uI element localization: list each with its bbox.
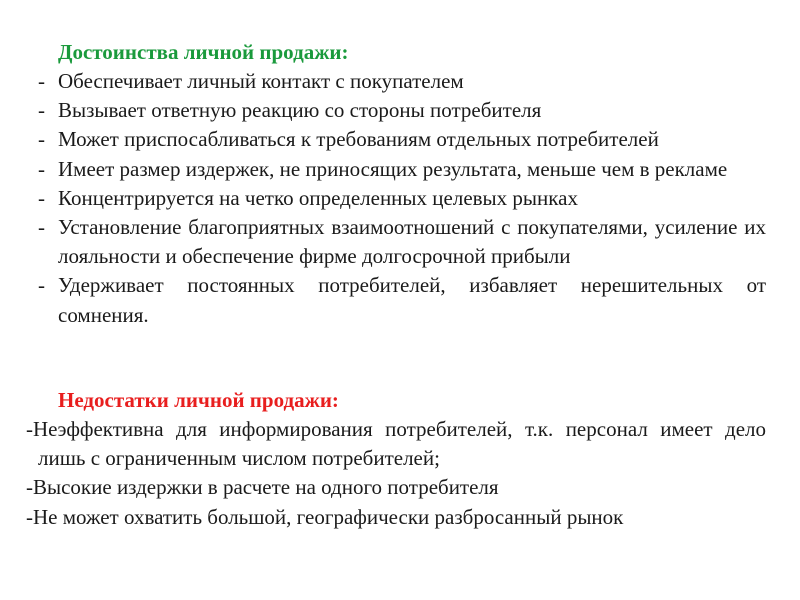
advantage-text: Вызывает ответную реакцию со стороны потребителя <box>58 98 542 123</box>
disadvantage-text: Не может охватить большой, географически разбросанный рынок <box>33 504 624 529</box>
bullet-dash: - <box>26 417 33 441</box>
bullet-dash: - <box>38 215 45 240</box>
advantage-item <box>28 155 766 184</box>
advantages-heading: Достоинства личной продажи: <box>58 40 349 64</box>
bullet-dash: - <box>26 475 33 500</box>
disadvantages-heading: Недостатки личной продажи: <box>58 388 339 412</box>
bullet-dash: - <box>38 98 45 123</box>
bullet-dash: - <box>26 504 33 529</box>
advantage-item <box>28 67 766 96</box>
advantage-item <box>28 271 766 329</box>
disadvantage-text: Высокие издержки в расчете на одного потребителя <box>33 475 499 500</box>
advantage-item <box>28 125 766 154</box>
bullet-dash: - <box>38 273 45 298</box>
disadvantage-text: Неэффективна для информирования потребителей, т.к. персонал имеет дело лишь с ограниченным числом потребителей; <box>33 417 766 471</box>
advantage-item <box>28 213 766 271</box>
bullet-dash: - <box>38 69 45 93</box>
advantage-text: Установление благоприятных взаимоотношений с покупателями, усиление их лояльности и обеспечение фирме долгосрочной прибыли <box>58 215 766 269</box>
advantage-text: Обеспечивает личный контакт с покупателем <box>58 69 464 93</box>
bullet-dash: - <box>38 185 45 210</box>
disadvantage-item <box>26 503 766 532</box>
bullet-dash: - <box>38 127 45 152</box>
advantage-text: Может приспосабливаться к требованиям отдельных потребителей <box>58 127 659 152</box>
advantage-text: Концентрируется на четко определенных целевых рынках <box>58 185 578 210</box>
disadvantages-list <box>26 415 766 532</box>
disadvantage-item <box>26 415 766 473</box>
advantage-text: Имеет размер издержек, не приносящих результата, меньше чем в рекламе <box>58 156 728 181</box>
disadvantage-item <box>26 473 766 502</box>
advantage-item <box>28 184 766 213</box>
advantage-item <box>28 96 766 125</box>
advantages-list <box>28 67 766 330</box>
bullet-dash: - <box>38 156 45 181</box>
advantage-text: Удерживает постоянных потребителей, избавляет нерешительных от сомнения. <box>58 273 766 327</box>
